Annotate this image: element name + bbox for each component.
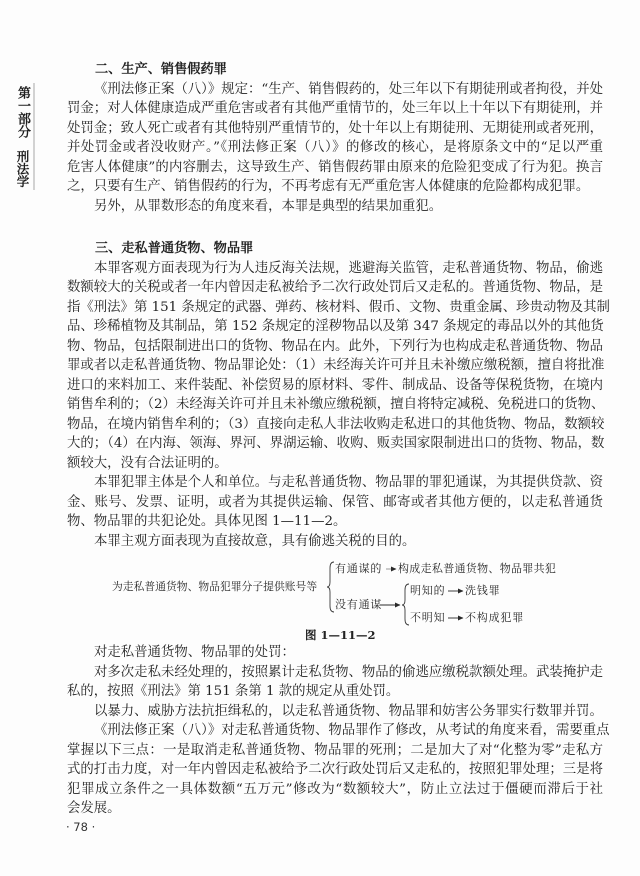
text-line: 大的；（4）在内海、领海、界河、界湖运输、收购、贩卖国家限制进出口的货物、物品，数 [67, 436, 605, 451]
paragraph [67, 702, 603, 722]
paragraph [67, 643, 603, 663]
text-line: 物、物品罪的共犯论处。具体见图 1—11—2。 [67, 514, 347, 529]
brace-no-conspiracy [402, 584, 409, 625]
figure-result-money-laundering: 洗钱罪 [465, 584, 501, 597]
text-line: 另外，从罪数形态的角度来看，本罪是典型的结果加重犯。 [94, 198, 443, 214]
figure-branch-conspiracy: 有通谋的 [335, 562, 383, 575]
text-line: 对走私普通货物、物品罪的处罚： [94, 645, 295, 660]
text-line: 犯罪成立条件之一具体数额“五万元”修改为“数额较大”，防止立法过于僵硬而滞后于社 [67, 781, 603, 797]
text-line: 掌握以下三点：一是取消走私普通货物、物品罪的死刑；二是加大了对“化整为零”走私方 [67, 742, 603, 758]
text-line: 额较大，没有合法证明的。 [67, 455, 228, 471]
section-smuggling-goods [67, 239, 610, 551]
text-line: 处罚金；致人死亡或者有其他特别严重情节的，处十年以上有期徒刑、无期徒刑或者死刑， [67, 120, 603, 136]
figure-result-accomplice: 构成走私普通货物、物品罪共犯 [398, 562, 557, 575]
paragraph [67, 259, 610, 474]
paragraph [67, 197, 603, 217]
figure-caption: 图 1—11—2 [305, 628, 376, 642]
running-head-part: 第一部分 [15, 86, 30, 138]
text-line: 式的打击力度，对一年内曾因走私被给予二次行政处罚后又走私的，按照犯罪处理；三是将 [67, 762, 603, 777]
section-heading: 二、生产、销售假药罪 [95, 62, 227, 77]
page-number: · 78 · [66, 820, 96, 834]
section-counterfeit-drugs [67, 60, 603, 216]
text-line: 之，只要有生产、销售假药的行为，不再考虑有无严重危害人体健康的危险都构成犯罪。 [67, 179, 590, 194]
paragraph [67, 721, 610, 819]
text-line: 罪或者以走私普通货物、物品罪论处：（1）未经海关许可并且未补缴应缴税额，擅自将批准 [67, 358, 605, 373]
text-line: 物、物品，包括限制进出口的货物、物品在内。此外，下列行为也构成走私普通货物、物品 [67, 338, 603, 354]
text-line: 指《刑法》第 151 条规定的武器、弹药、核材料、假币、文物、贵重金属、珍贵动物及其制 [67, 299, 610, 315]
text-line: 罚金；对人体健康造成严重危害或者有其他严重情节的，处三年以上十年以下有期徒刑，并 [67, 101, 603, 116]
margin-rule [33, 83, 35, 190]
text-line: 数额较大的关税或者一年内曾因走私被给予二次行政处罚后又走私的。普通货物、物品，是 [67, 280, 603, 295]
text-line: 以暴力、威胁方法抗拒缉私的，以走私普通货物、物品罪和妨害公务罪实行数罪并罚。 [94, 703, 603, 719]
figure-root-node: 为走私普通货物、物品犯罪分子提供账号等 [112, 580, 318, 593]
text-line: 本罪犯罪主体是个人和单位。与走私普通货物、物品罪的罪犯通谋，为其提供贷款、资 [94, 475, 603, 490]
running-head-subject: 刑法学 [15, 150, 30, 188]
text-line: 并处罚金或者没收财产。”《刑法修正案（八）》的修改的核心，是将原条文中的“足以严重 [67, 140, 603, 155]
text-line: 私的，按照《刑法》第 151 条第 1 款的规定从重处罚。 [67, 684, 400, 699]
text-line: 危害人体健康”的内容删去，这导致生产、销售假药罪由原来的危险犯变成了行为犯。换言 [67, 159, 603, 175]
section-punishment [67, 643, 610, 819]
paragraph [67, 80, 603, 197]
section-heading: 三、走私普通货物、物品罪 [95, 241, 254, 256]
text-line: 《刑法修正案（八）》对走私普通货物、物品罪作了修改，从考试的角度来看，需要重点 [94, 723, 610, 738]
text-line: 金、账号、发票、证明，或者为其提供运输、保管、邮寄或者其他方便的，以走私普通货 [67, 494, 603, 510]
text-line: 会发展。 [67, 801, 121, 816]
brace-root [327, 562, 334, 612]
text-line: 本罪客观方面表现为行为人违反海关法规，逃避海关监管，走私普通货物、物品，偷逃 [94, 260, 603, 276]
text-line: 物品，在境内销售牟利的；（3）直接向走私人非法收购走私进口的其他货物、物品，数额较 [67, 416, 605, 432]
paragraph [67, 473, 603, 532]
text-line: 《刑法修正案（八）》规定：“生产、销售假药的，处三年以下有期徒刑或者拘役，并处 [94, 81, 603, 97]
text-line: 进口的来料加工、来件装配、补偿贸易的原材料、零件、制成品、设备等保税货物，在境内 [67, 377, 603, 393]
text-line: 对多次走私未经处理的，按照累计走私货物、物品的偷逃应缴税款额处理。武装掩护走 [94, 664, 603, 680]
paragraph [67, 663, 603, 702]
figure-branch-unknown: 不明知 [410, 611, 446, 624]
text-line: 品、珍稀植物及其制品，第 152 条规定的淫秽物品以及第 347 条规定的毒品以外的其他货 [67, 319, 604, 334]
paragraph [67, 532, 603, 552]
text-line: 本罪主观方面表现为直接故意，具有偷逃关税的目的。 [94, 533, 416, 549]
figure-branch-no-conspiracy: 没有通谋 [335, 598, 383, 611]
figure-result-no-crime: 不构成犯罪 [465, 611, 524, 624]
text-line: 销售牟利的；（2）未经海关许可并且未补缴应缴税额，擅自将特定减税、免税进口的货物、 [67, 397, 605, 412]
figure-branch-known: 明知的 [410, 584, 446, 597]
